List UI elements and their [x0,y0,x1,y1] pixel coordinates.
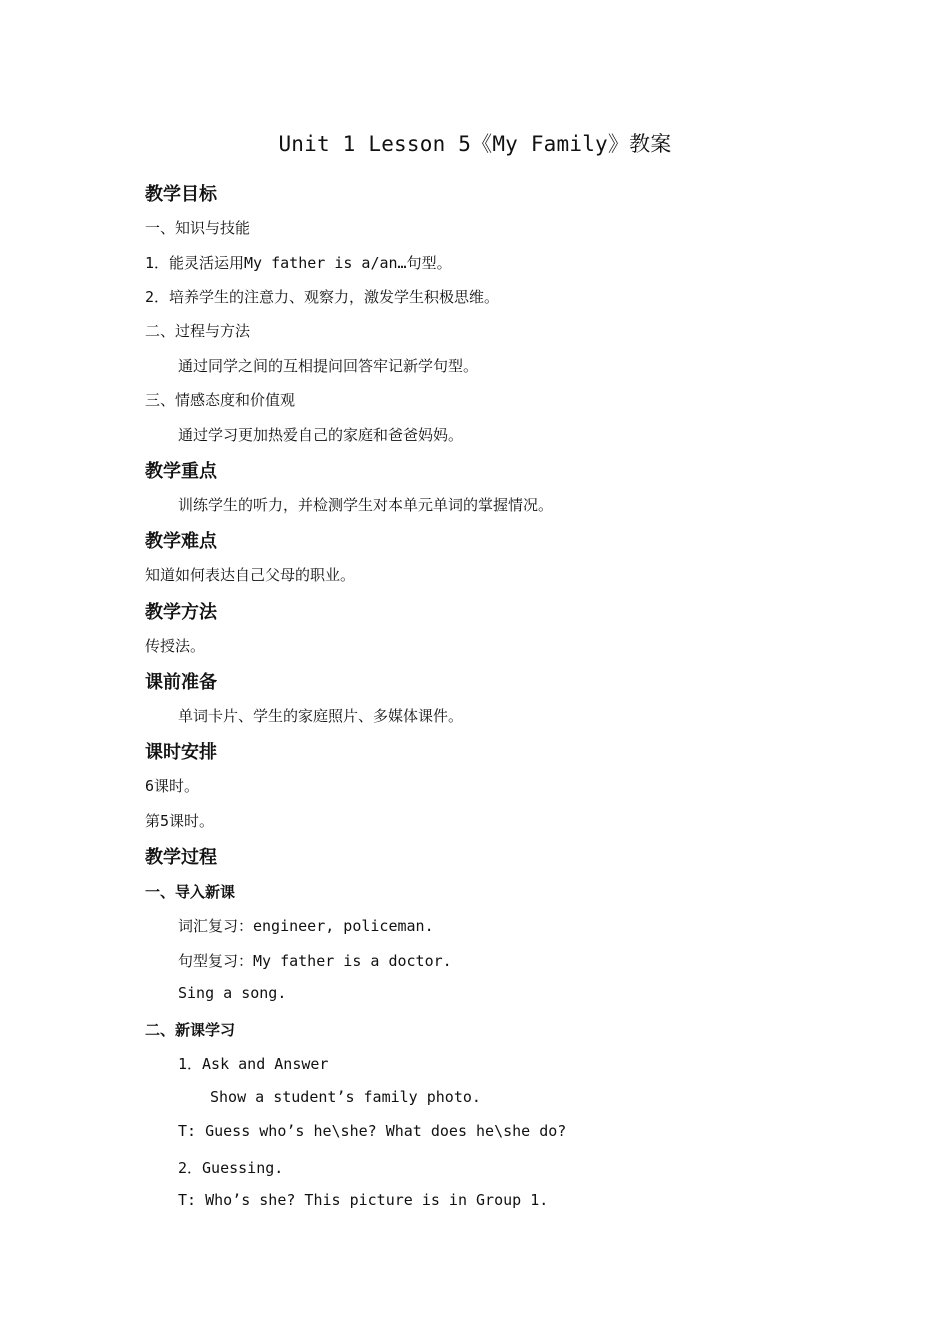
objectives-heading: 教学目标 [145,184,217,205]
new-lesson-heading: 二、新课学习 [145,1021,236,1039]
preparation-heading: 课前准备 [145,672,217,693]
process-method-text: 通过同学之间的互相提问回答牢记新学句型。 [178,357,479,375]
intro-song: Sing a song. [178,984,287,1002]
intro-heading: 一、导入新课 [145,883,236,901]
step-2-dialog: T: Who’s she? This picture is in Group 1. [178,1191,549,1209]
step-1-detail: Show a student’s family photo. [210,1088,481,1106]
methods-heading: 教学方法 [145,602,217,623]
emotion-text: 通过学习更加热爱自己的家庭和爸爸妈妈。 [178,426,464,444]
process-heading: 教学过程 [145,847,217,868]
difficulties-text: 知道如何表达自己父母的职业。 [145,566,356,584]
schedule-total: 6课时。 [145,777,200,795]
process-method-heading: 二、过程与方法 [145,322,251,340]
intro-pattern: 句型复习：My father is a doctor. [178,952,452,970]
schedule-heading: 课时安排 [145,742,217,763]
page-title: Unit 1 Lesson 5《My Family》教案 [278,132,672,156]
step-1-dialog: T: Guess who’s he\she? What does he\she do? [178,1122,567,1140]
preparation-text: 单词卡片、学生的家庭照片、多媒体课件。 [178,707,464,725]
key-points-heading: 教学重点 [145,461,217,482]
key-points-text: 训练学生的听力，并检测学生对本单元单词的掌握情况。 [178,496,554,514]
emotion-heading: 三、情感态度和价值观 [145,391,296,409]
intro-vocab: 词汇复习：engineer, policeman. [178,917,434,935]
knowledge-heading: 一、知识与技能 [145,219,251,237]
methods-text: 传授法。 [145,637,206,655]
difficulties-heading: 教学难点 [145,531,217,552]
knowledge-item-2: 2．培养学生的注意力、观察力，激发学生积极思维。 [145,288,500,306]
schedule-current: 第5课时。 [145,812,215,830]
step-2: 2．Guessing. [178,1159,284,1177]
step-1: 1．Ask and Answer [178,1055,329,1073]
knowledge-item-1: 1．能灵活运用My father is a/an…句型。 [145,254,452,272]
